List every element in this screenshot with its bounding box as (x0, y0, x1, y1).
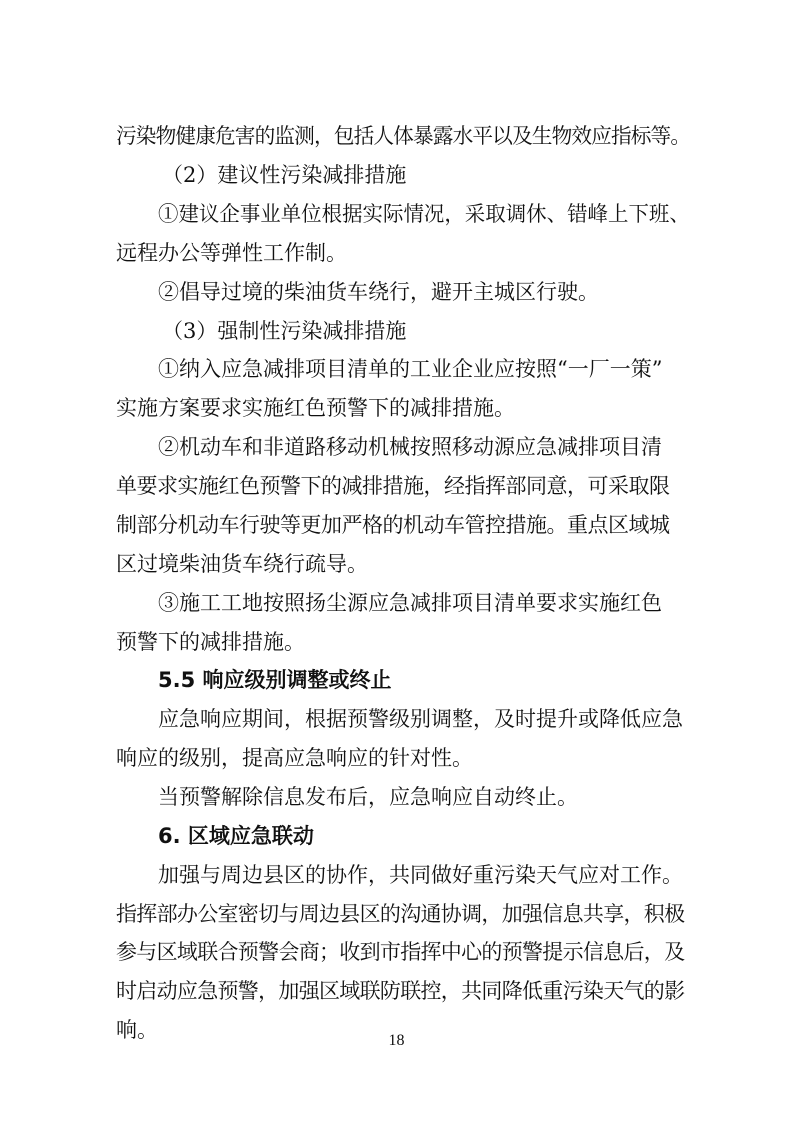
body-line: 远程办公等弹性工作制。 (116, 241, 347, 265)
body-line: 应急响应期间，根据预警级别调整，及时提升或降低应急 (158, 707, 683, 731)
body-line: ②倡导过境的柴油货车绕行，避开主城区行驶。 (158, 280, 599, 304)
body-line: 预警下的减排措施。 (116, 630, 305, 654)
body-line: 区过境柴油货车绕行疏导。 (116, 552, 368, 576)
body-line: 时启动应急预警，加强区域联防联控，共同降低重污染天气的影 (116, 979, 685, 1003)
body-line: 单要求实施红色预警下的减排措施，经指挥部同意，可采取限 (116, 474, 670, 498)
body-line: 实施方案要求实施红色预警下的减排措施。 (116, 396, 515, 420)
body-line: ③施工工地按照扬尘源应急减排项目清单要求实施红色 (158, 591, 662, 615)
subheading-line: （3）强制性污染减排措施 (162, 319, 407, 343)
section-heading: 5.5 响应级别调整或终止 (158, 668, 392, 692)
body-line: 制部分机动车行驶等更加严格的机动车管控措施。重点区域城 (116, 513, 670, 537)
body-line: 指挥部办公室密切与周边县区的沟通协调，加强信息共享，积极 (116, 902, 685, 926)
body-line: ①纳入应急减排项目清单的工业企业应按照“一厂一策” (158, 357, 663, 381)
body-line: ①建议企事业单位根据实际情况，采取调休、错峰上下班、 (158, 202, 690, 226)
body-line: 污染物健康危害的监测，包括人体暴露水平以及生物效应指标等。 (116, 124, 691, 148)
page-number: 18 (388, 1032, 405, 1049)
subheading-line: （2）建议性污染减排措施 (162, 163, 407, 187)
body-line: 加强与周边县区的协作，共同做好重污染天气应对工作。 (158, 863, 683, 887)
body-line: 响。 (116, 1018, 158, 1042)
body-line: 响应的级别，提高应急响应的针对性。 (116, 746, 473, 770)
body-line: 当预警解除信息发布后，应急响应自动终止。 (158, 785, 578, 809)
body-line: 参与区域联合预警会商；收到市指挥中心的预警提示信息后，及 (116, 940, 685, 964)
body-line: ②机动车和非道路移动机械按照移动源应急减排项目清 (158, 435, 662, 459)
section-heading: 6. 区域应急联动 (158, 824, 314, 848)
